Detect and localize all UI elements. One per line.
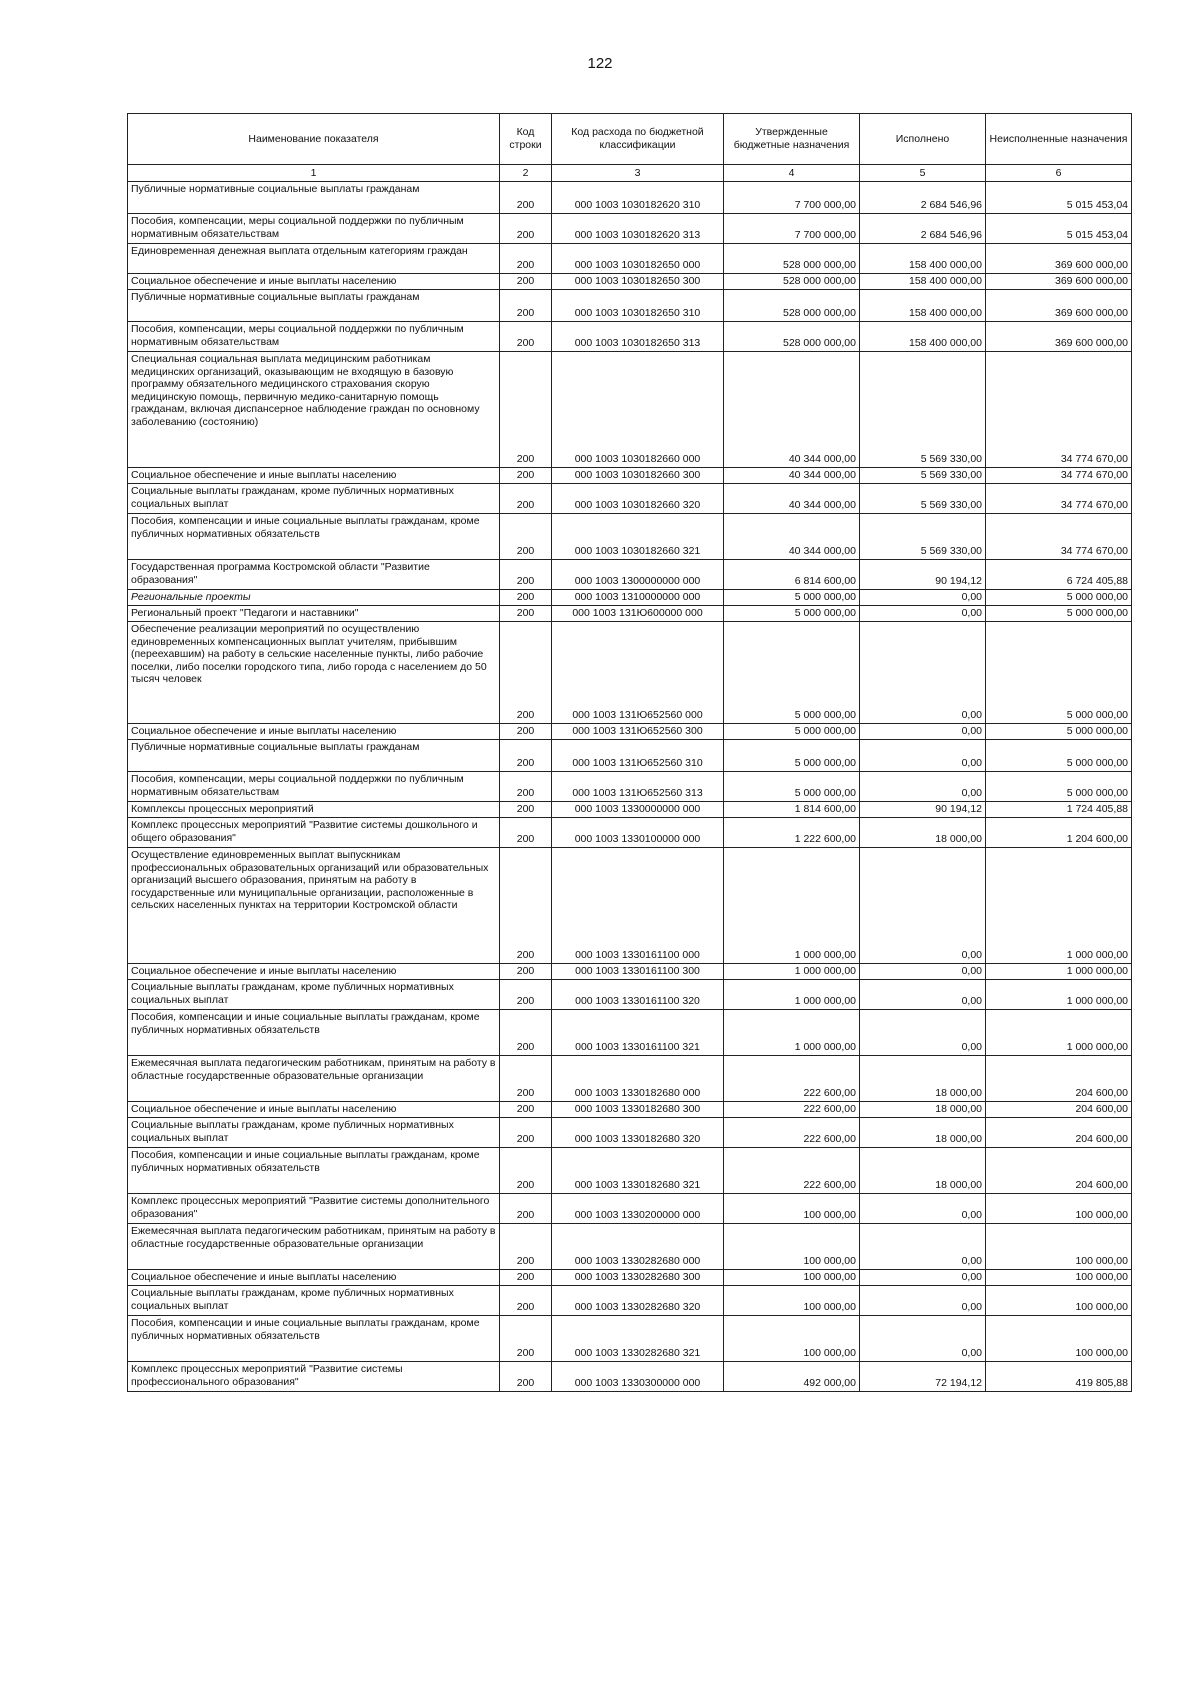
row-name: Специальная социальная выплата медицинским работникам медицинских организаций, оказывающим не входящую в базовую программу обязательного медицинского страхования скорую медицинскую помощь, первичную медико-санитарную помощь гражданам, включая диспансерное наблюдение граждан по основному заболеванию (состоянию) (128, 352, 500, 468)
row-approved-amount: 492 000,00 (724, 1362, 860, 1392)
row-executed-amount: 72 194,12 (860, 1362, 986, 1392)
row-name: Социальное обеспечение и иные выплаты населению (128, 964, 500, 980)
row-approved-amount: 100 000,00 (724, 1270, 860, 1286)
row-code: 200 (500, 1102, 552, 1118)
row-classification-code: 000 1003 1330300000 000 (552, 1362, 724, 1392)
column-number: 1 (128, 165, 500, 182)
row-executed-amount: 0,00 (860, 964, 986, 980)
row-code: 200 (500, 1010, 552, 1056)
page-number: 122 (587, 55, 613, 72)
row-approved-amount: 222 600,00 (724, 1148, 860, 1194)
header-remaining: Неисполненные назначения (986, 114, 1132, 165)
table-row (128, 740, 1132, 772)
row-executed-amount: 0,00 (860, 1224, 986, 1270)
row-remaining-amount: 1 000 000,00 (986, 848, 1132, 964)
row-classification-code: 000 1003 1030182660 000 (552, 352, 724, 468)
row-approved-amount: 5 000 000,00 (724, 772, 860, 802)
row-name: Государственная программа Костромской области "Развитие образования" (128, 560, 500, 590)
row-approved-amount: 100 000,00 (724, 1224, 860, 1270)
row-name: Единовременная денежная выплата отдельным категориям граждан (128, 244, 500, 274)
row-classification-code: 000 1003 1330182680 321 (552, 1148, 724, 1194)
header-classification: Код расхода по бюджетной классификации (552, 114, 724, 165)
row-remaining-amount: 5 000 000,00 (986, 590, 1132, 606)
row-remaining-amount: 1 000 000,00 (986, 964, 1132, 980)
row-name: Пособия, компенсации, меры социальной поддержки по публичным нормативным обязательствам (128, 214, 500, 244)
row-name: Публичные нормативные социальные выплаты гражданам (128, 740, 500, 772)
row-code: 200 (500, 848, 552, 964)
row-approved-amount: 40 344 000,00 (724, 352, 860, 468)
row-classification-code: 000 1003 1030182650 300 (552, 274, 724, 290)
row-remaining-amount: 100 000,00 (986, 1224, 1132, 1270)
row-remaining-amount: 369 600 000,00 (986, 244, 1132, 274)
row-name: Публичные нормативные социальные выплаты гражданам (128, 290, 500, 322)
table-row (128, 560, 1132, 590)
table-row (128, 468, 1132, 484)
row-classification-code: 000 1003 1330161100 000 (552, 848, 724, 964)
row-name: Осуществление единовременных выплат выпускникам профессиональных образовательных организаций или образовательных организаций высшего образования, принятым на работу в государственные или муниципальные организации, расположенные в сельских населенных пунктах на территории Костромской области (128, 848, 500, 964)
row-code: 200 (500, 1056, 552, 1102)
row-name: Пособия, компенсации, меры социальной поддержки по публичным нормативным обязательствам (128, 322, 500, 352)
row-name: Пособия, компенсации и иные социальные выплаты гражданам, кроме публичных нормативных обязательств (128, 1010, 500, 1056)
table-row (128, 1224, 1132, 1270)
row-executed-amount: 18 000,00 (860, 1148, 986, 1194)
row-classification-code: 000 1003 131Ю652560 313 (552, 772, 724, 802)
row-executed-amount: 18 000,00 (860, 1056, 986, 1102)
row-remaining-amount: 6 724 405,88 (986, 560, 1132, 590)
table-row (128, 802, 1132, 818)
row-classification-code: 000 1003 1030182660 300 (552, 468, 724, 484)
row-classification-code: 000 1003 1330100000 000 (552, 818, 724, 848)
row-remaining-amount: 369 600 000,00 (986, 322, 1132, 352)
table-row (128, 1056, 1132, 1102)
row-classification-code: 000 1003 1330282680 321 (552, 1316, 724, 1362)
row-executed-amount: 0,00 (860, 1194, 986, 1224)
row-approved-amount: 5 000 000,00 (724, 622, 860, 724)
row-approved-amount: 1 814 600,00 (724, 802, 860, 818)
row-classification-code: 000 1003 131Ю652560 310 (552, 740, 724, 772)
row-approved-amount: 100 000,00 (724, 1194, 860, 1224)
row-executed-amount: 158 400 000,00 (860, 322, 986, 352)
table-row (128, 964, 1132, 980)
row-classification-code: 000 1003 1330182680 320 (552, 1118, 724, 1148)
row-name: Комплексы процессных мероприятий (128, 802, 500, 818)
row-executed-amount: 0,00 (860, 1010, 986, 1056)
row-code: 200 (500, 1194, 552, 1224)
row-remaining-amount: 34 774 670,00 (986, 352, 1132, 468)
row-executed-amount: 5 569 330,00 (860, 484, 986, 514)
row-name: Региональный проект "Педагоги и наставники" (128, 606, 500, 622)
table-row (128, 848, 1132, 964)
row-approved-amount: 40 344 000,00 (724, 484, 860, 514)
row-code: 200 (500, 1118, 552, 1148)
row-approved-amount: 528 000 000,00 (724, 274, 860, 290)
row-classification-code: 000 1003 1330282680 000 (552, 1224, 724, 1270)
row-code: 200 (500, 980, 552, 1010)
row-approved-amount: 40 344 000,00 (724, 514, 860, 560)
row-approved-amount: 40 344 000,00 (724, 468, 860, 484)
row-code: 200 (500, 740, 552, 772)
table-row (128, 1118, 1132, 1148)
row-executed-amount: 158 400 000,00 (860, 244, 986, 274)
row-code: 200 (500, 1286, 552, 1316)
row-executed-amount: 0,00 (860, 740, 986, 772)
table-row (128, 980, 1132, 1010)
row-code: 200 (500, 622, 552, 724)
row-name: Социальные выплаты гражданам, кроме публичных нормативных социальных выплат (128, 980, 500, 1010)
row-name: Обеспечение реализации мероприятий по осуществлению единовременных компенсационных выплат учителям, прибывшим (переехавшим) на работу в сельские населенные пункты, либо рабочие поселки, либо поселки городского типа, либо города с населением до 50 тысяч человек (128, 622, 500, 724)
header-name: Наименование показателя (128, 114, 500, 165)
row-approved-amount: 5 000 000,00 (724, 740, 860, 772)
row-remaining-amount: 5 000 000,00 (986, 724, 1132, 740)
row-code: 200 (500, 182, 552, 214)
row-name: Пособия, компенсации и иные социальные выплаты гражданам, кроме публичных нормативных обязательств (128, 1316, 500, 1362)
row-code: 200 (500, 1316, 552, 1362)
row-executed-amount: 0,00 (860, 848, 986, 964)
row-executed-amount: 5 569 330,00 (860, 514, 986, 560)
row-remaining-amount: 34 774 670,00 (986, 484, 1132, 514)
table-row (128, 484, 1132, 514)
row-approved-amount: 7 700 000,00 (724, 182, 860, 214)
row-remaining-amount: 100 000,00 (986, 1316, 1132, 1362)
row-classification-code: 000 1003 1330161100 321 (552, 1010, 724, 1056)
row-remaining-amount: 204 600,00 (986, 1148, 1132, 1194)
table-row (128, 622, 1132, 724)
row-classification-code: 000 1003 1310000000 000 (552, 590, 724, 606)
row-code: 200 (500, 352, 552, 468)
row-code: 200 (500, 484, 552, 514)
row-remaining-amount: 5 000 000,00 (986, 740, 1132, 772)
row-name: Социальное обеспечение и иные выплаты населению (128, 724, 500, 740)
row-remaining-amount: 1 204 600,00 (986, 818, 1132, 848)
row-executed-amount: 158 400 000,00 (860, 290, 986, 322)
row-approved-amount: 1 000 000,00 (724, 1010, 860, 1056)
row-remaining-amount: 369 600 000,00 (986, 274, 1132, 290)
row-executed-amount: 18 000,00 (860, 1102, 986, 1118)
row-classification-code: 000 1003 1030182660 321 (552, 514, 724, 560)
row-code: 200 (500, 964, 552, 980)
row-approved-amount: 222 600,00 (724, 1118, 860, 1148)
column-number-row (128, 165, 1132, 182)
row-approved-amount: 222 600,00 (724, 1056, 860, 1102)
row-remaining-amount: 369 600 000,00 (986, 290, 1132, 322)
row-remaining-amount: 5 000 000,00 (986, 622, 1132, 724)
table-row (128, 244, 1132, 274)
row-approved-amount: 1 000 000,00 (724, 964, 860, 980)
row-approved-amount: 5 000 000,00 (724, 590, 860, 606)
row-executed-amount: 5 569 330,00 (860, 468, 986, 484)
row-executed-amount: 2 684 546,96 (860, 182, 986, 214)
row-name: Социальные выплаты гражданам, кроме публичных нормативных социальных выплат (128, 1286, 500, 1316)
table-row (128, 818, 1132, 848)
header-executed: Исполнено (860, 114, 986, 165)
table-row (128, 1102, 1132, 1118)
row-classification-code: 000 1003 1330282680 320 (552, 1286, 724, 1316)
row-executed-amount: 0,00 (860, 1316, 986, 1362)
row-remaining-amount: 1 000 000,00 (986, 1010, 1132, 1056)
row-code: 200 (500, 1148, 552, 1194)
row-approved-amount: 100 000,00 (724, 1286, 860, 1316)
row-name: Социальное обеспечение и иные выплаты населению (128, 468, 500, 484)
row-name: Ежемесячная выплата педагогическим работникам, принятым на работу в областные государственные образовательные организации (128, 1056, 500, 1102)
row-name: Комплекс процессных мероприятий "Развитие системы дополнительного образования" (128, 1194, 500, 1224)
row-classification-code: 000 1003 131Ю652560 300 (552, 724, 724, 740)
row-classification-code: 000 1003 1330182680 000 (552, 1056, 724, 1102)
row-remaining-amount: 204 600,00 (986, 1056, 1132, 1102)
row-remaining-amount: 34 774 670,00 (986, 514, 1132, 560)
table-row (128, 772, 1132, 802)
row-executed-amount: 0,00 (860, 980, 986, 1010)
row-name: Социальные выплаты гражданам, кроме публичных нормативных социальных выплат (128, 1118, 500, 1148)
row-executed-amount: 90 194,12 (860, 560, 986, 590)
row-remaining-amount: 5 015 453,04 (986, 214, 1132, 244)
row-approved-amount: 1 000 000,00 (724, 848, 860, 964)
header-row (128, 114, 1132, 165)
row-name: Ежемесячная выплата педагогическим работникам, принятым на работу в областные государственные образовательные организации (128, 1224, 500, 1270)
table-row (128, 214, 1132, 244)
row-remaining-amount: 5 000 000,00 (986, 772, 1132, 802)
table-row (128, 514, 1132, 560)
row-name: Комплекс процессных мероприятий "Развитие системы профессионального образования" (128, 1362, 500, 1392)
row-code: 200 (500, 468, 552, 484)
row-classification-code: 000 1003 1030182650 310 (552, 290, 724, 322)
row-code: 200 (500, 290, 552, 322)
row-code: 200 (500, 1270, 552, 1286)
row-code: 200 (500, 1224, 552, 1270)
table-row (128, 290, 1132, 322)
row-remaining-amount: 5 015 453,04 (986, 182, 1132, 214)
table-row (128, 1286, 1132, 1316)
row-classification-code: 000 1003 1330161100 300 (552, 964, 724, 980)
row-classification-code: 000 1003 1330200000 000 (552, 1194, 724, 1224)
row-approved-amount: 528 000 000,00 (724, 322, 860, 352)
row-executed-amount: 0,00 (860, 590, 986, 606)
row-executed-amount: 0,00 (860, 622, 986, 724)
table-row (128, 322, 1132, 352)
row-remaining-amount: 100 000,00 (986, 1194, 1132, 1224)
row-approved-amount: 5 000 000,00 (724, 606, 860, 622)
header-code: Код строки (500, 114, 552, 165)
row-code: 200 (500, 606, 552, 622)
row-approved-amount: 528 000 000,00 (724, 290, 860, 322)
row-executed-amount: 2 684 546,96 (860, 214, 986, 244)
row-remaining-amount: 204 600,00 (986, 1102, 1132, 1118)
row-name: Публичные нормативные социальные выплаты гражданам (128, 182, 500, 214)
table-row (128, 1194, 1132, 1224)
row-remaining-amount: 1 724 405,88 (986, 802, 1132, 818)
row-remaining-amount: 100 000,00 (986, 1286, 1132, 1316)
row-approved-amount: 5 000 000,00 (724, 724, 860, 740)
row-name: Комплекс процессных мероприятий "Развитие системы дошкольного и общего образования" (128, 818, 500, 848)
row-approved-amount: 1 000 000,00 (724, 980, 860, 1010)
row-approved-amount: 6 814 600,00 (724, 560, 860, 590)
column-number: 5 (860, 165, 986, 182)
row-classification-code: 000 1003 1030182620 313 (552, 214, 724, 244)
row-code: 200 (500, 1362, 552, 1392)
table-row (128, 352, 1132, 468)
row-approved-amount: 528 000 000,00 (724, 244, 860, 274)
row-executed-amount: 90 194,12 (860, 802, 986, 818)
row-classification-code: 000 1003 1030182660 320 (552, 484, 724, 514)
row-executed-amount: 158 400 000,00 (860, 274, 986, 290)
row-classification-code: 000 1003 131Ю652560 000 (552, 622, 724, 724)
row-classification-code: 000 1003 1330282680 300 (552, 1270, 724, 1286)
column-number: 2 (500, 165, 552, 182)
table-row (128, 1316, 1132, 1362)
table-row (128, 274, 1132, 290)
row-executed-amount: 0,00 (860, 772, 986, 802)
row-executed-amount: 18 000,00 (860, 818, 986, 848)
row-remaining-amount: 34 774 670,00 (986, 468, 1132, 484)
row-approved-amount: 1 222 600,00 (724, 818, 860, 848)
row-code: 200 (500, 818, 552, 848)
row-executed-amount: 0,00 (860, 606, 986, 622)
row-approved-amount: 100 000,00 (724, 1316, 860, 1362)
table-row (128, 1010, 1132, 1056)
row-remaining-amount: 1 000 000,00 (986, 980, 1132, 1010)
row-executed-amount: 0,00 (860, 1270, 986, 1286)
row-executed-amount: 18 000,00 (860, 1118, 986, 1148)
row-executed-amount: 0,00 (860, 1286, 986, 1316)
row-code: 200 (500, 244, 552, 274)
row-classification-code: 000 1003 1030182650 313 (552, 322, 724, 352)
row-classification-code: 000 1003 1300000000 000 (552, 560, 724, 590)
row-code: 200 (500, 560, 552, 590)
row-name: Пособия, компенсации и иные социальные выплаты гражданам, кроме публичных нормативных обязательств (128, 1148, 500, 1194)
row-code: 200 (500, 802, 552, 818)
header-approved: Утвержденные бюджетные назначения (724, 114, 860, 165)
table-row (128, 590, 1132, 606)
row-classification-code: 000 1003 1030182650 000 (552, 244, 724, 274)
row-name: Региональные проекты (128, 590, 500, 606)
row-classification-code: 000 1003 131Ю600000 000 (552, 606, 724, 622)
row-executed-amount: 5 569 330,00 (860, 352, 986, 468)
row-code: 200 (500, 590, 552, 606)
row-classification-code: 000 1003 1330000000 000 (552, 802, 724, 818)
row-remaining-amount: 204 600,00 (986, 1118, 1132, 1148)
row-remaining-amount: 100 000,00 (986, 1270, 1132, 1286)
table-row (128, 182, 1132, 214)
table-body (128, 182, 1132, 1392)
row-code: 200 (500, 214, 552, 244)
row-remaining-amount: 419 805,88 (986, 1362, 1132, 1392)
column-number: 4 (724, 165, 860, 182)
table-row (128, 724, 1132, 740)
row-classification-code: 000 1003 1330182680 300 (552, 1102, 724, 1118)
row-code: 200 (500, 322, 552, 352)
row-remaining-amount: 5 000 000,00 (986, 606, 1132, 622)
row-code: 200 (500, 724, 552, 740)
row-classification-code: 000 1003 1330161100 320 (552, 980, 724, 1010)
row-name: Социальные выплаты гражданам, кроме публичных нормативных социальных выплат (128, 484, 500, 514)
row-name: Социальное обеспечение и иные выплаты населению (128, 1102, 500, 1118)
row-name: Пособия, компенсации и иные социальные выплаты гражданам, кроме публичных нормативных обязательств (128, 514, 500, 560)
row-classification-code: 000 1003 1030182620 310 (552, 182, 724, 214)
row-name: Социальное обеспечение и иные выплаты населению (128, 274, 500, 290)
row-code: 200 (500, 514, 552, 560)
budget-execution-table (127, 113, 1132, 1392)
column-number: 3 (552, 165, 724, 182)
table-row (128, 1362, 1132, 1392)
table-row (128, 606, 1132, 622)
row-approved-amount: 222 600,00 (724, 1102, 860, 1118)
row-code: 200 (500, 772, 552, 802)
row-executed-amount: 0,00 (860, 724, 986, 740)
table-row (128, 1270, 1132, 1286)
row-name: Социальное обеспечение и иные выплаты населению (128, 1270, 500, 1286)
column-number: 6 (986, 165, 1132, 182)
row-approved-amount: 7 700 000,00 (724, 214, 860, 244)
row-code: 200 (500, 274, 552, 290)
row-name: Пособия, компенсации, меры социальной поддержки по публичным нормативным обязательствам (128, 772, 500, 802)
table-row (128, 1148, 1132, 1194)
